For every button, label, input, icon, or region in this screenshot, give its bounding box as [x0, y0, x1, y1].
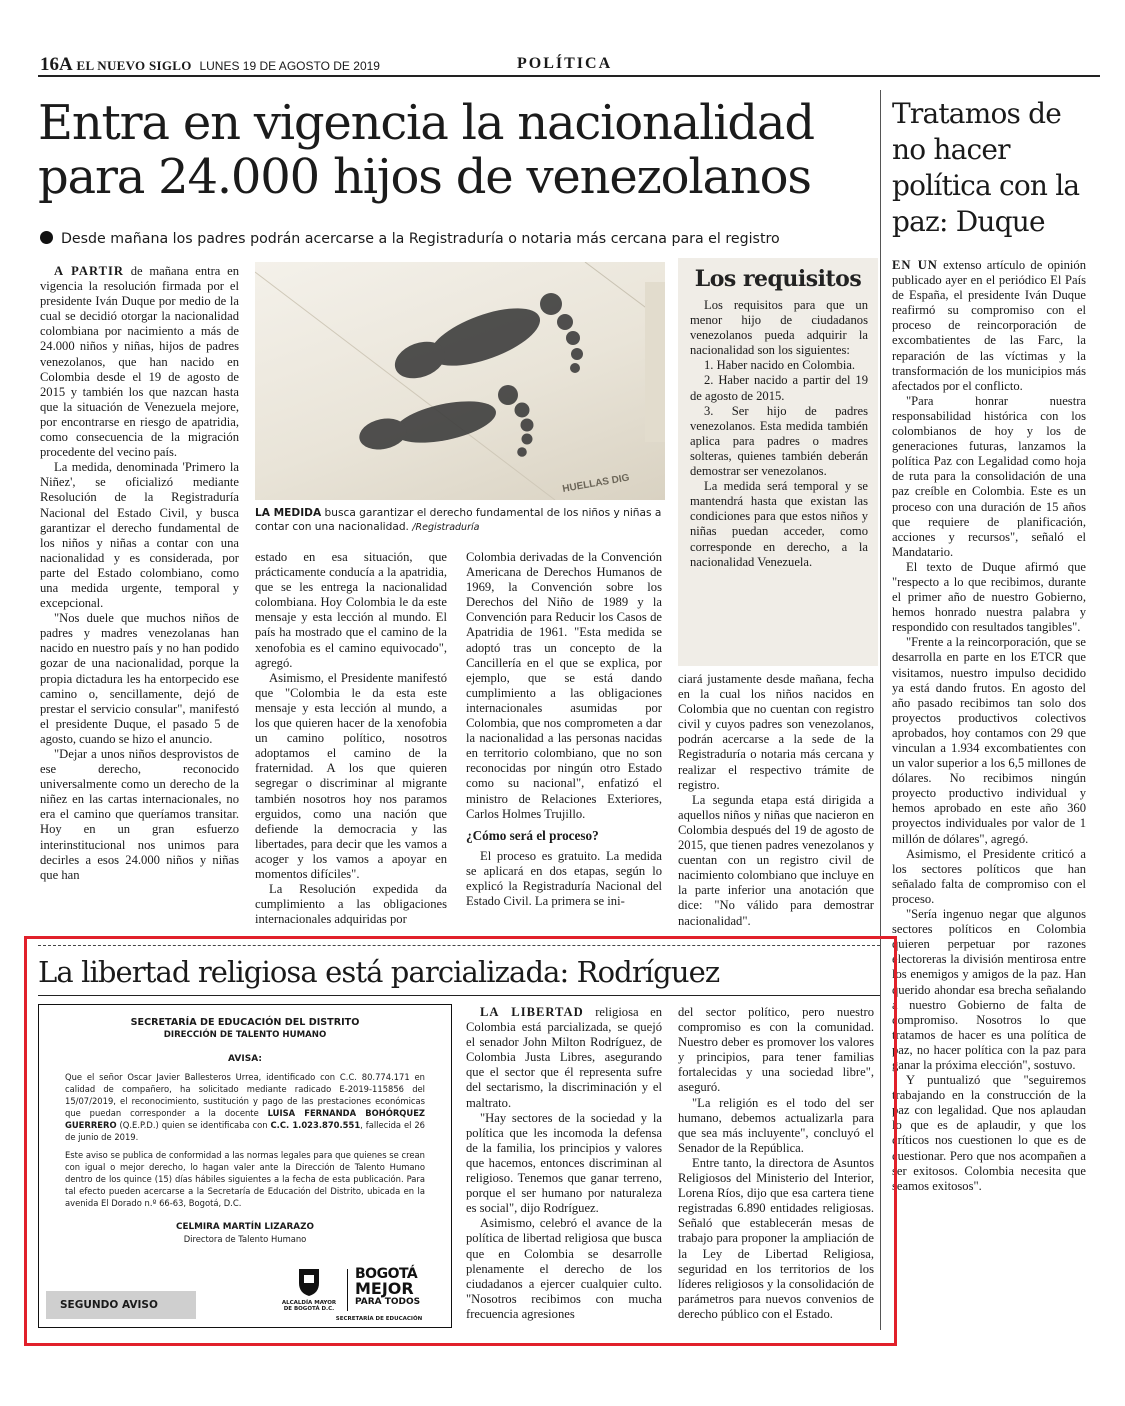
- notice-name: LUISA FERNANDA BOHÓRQUEZ GUERRERO: [65, 1108, 425, 1130]
- photo-caption: [255, 507, 670, 534]
- paragraph: Asimismo, el Presidente criticó a los sectores políticos que han señalado falta de compromiso con el proceso.: [892, 846, 1086, 906]
- religion-headline: La libertad religiosa está parcializada: Rodríguez: [38, 955, 720, 989]
- paragraph: La segunda etapa está dirigida a aquellos niños y niñas que nacieron en Colombia después del 19 de agosto de 2015, que tienen padres venezolanos y cuentan con un registro civil de nacimiento colombiano que incluye en la parte inferior una anotación que dice: "No válido para demostrar nacionalidad".: [678, 792, 874, 928]
- lead-word: LA LIBERTAD: [480, 1005, 584, 1019]
- logo-text: PARA TODOS: [355, 1297, 421, 1307]
- notice-org: SECRETARÍA DE EDUCACIÓN DEL DISTRITO: [130, 1017, 360, 1028]
- page-number: 16A: [40, 54, 73, 75]
- caption-credit: /Registraduría: [412, 521, 480, 533]
- paragraph: Asimismo, celebró el avance de la política de libertad religiosa que busca que en Colombia se desarrolle plenamente el derecho de los ciudadanos a ejercer cualquier culto. "Nosotros recibimos con mucha frecuencia agresiones: [466, 1216, 662, 1321]
- logo-text: ALCALDÍA MAYOR: [281, 1300, 337, 1306]
- footprints-photo: [255, 262, 665, 500]
- paragraph: de mañana entra en vigencia la resolución firmada por el presidente Iván Duque por medio de la cual se decidió otorgar la nacionalidad colombiana por nacimiento a más de 24.000 niños y niñas, hijos de padres venezolanos, que han nacido en Colombia desde el 19 de agosto de 2015 y también los que nazcan hasta que la situación de Venezuela mejore, por encontrarse en riesgo de apatridia, como consecuencia de la migración procedente del vecino país.: [40, 264, 239, 460]
- paragraph: Entre tanto, la directora de Asuntos Religiosos del Ministerio del Interior, Lorena Ríos, dijo que esa cartera tiene registradas 6.890 entidades religiosas. Señaló que establecerán mesas de trabajo para proponer la ampliación de la Ley de Libertad Religiosa, seguridad en los territorios de los líderes religiosos y la consolidación de parámetros para nuevos convenios de derecho público con el Estado.: [678, 1155, 874, 1321]
- logo-text: DE BOGOTÁ D.C.: [283, 1306, 335, 1312]
- masthead: EL NUEVO SIGLO: [76, 58, 192, 73]
- paragraph: Los requisitos para que un menor hijo de ciudadanos venezolanos pueda adquirir la nacionalidad son los siguientes:: [690, 298, 868, 358]
- paragraph: "Dejar a unos niños desprovistos de ese derecho, reconocido universalmente como un derecho de la niñez en las cartas internacionales, no era el camino que queríamos transitar. Hoy en un gran esfuerzo interinstitucional nos unimos para decirles a esos 24.000 niños y niñas que han: [40, 747, 239, 882]
- paragraph: religiosa en Colombia está parcializada, se quejó el senador John Milton Rodríguez, de Colombia Justa Libres, asegurando que el sector que él representa sufre del sectarismo, la discriminación y el maltrato.: [466, 1005, 662, 1110]
- subhead: ¿Cómo será el proceso?: [466, 827, 599, 843]
- paragraph: "Frente a la reincorporación, que se desarrolla en parte en los ETCR que visitamos, nuestro impulso decidido ya está dando frutos. En agosto del año pasado recibimos tan solo dos proyectos productivos colectivos aprobados, hoy contamos con 29 que vinculan a 1.934 excombatientes con un valor superior a los 6,5 millones de dólares. No recibimos ningún proyecto productivo individual y hemos aprobado en este año 360 proyectos individuales por valor de 1 millón de dólares", agregó.: [892, 635, 1086, 846]
- issue-date: LUNES 19 DE AGOSTO DE 2019: [199, 59, 380, 73]
- paragraph: "Hay sectores de la sociedad y la política que les incomoda la defensa de la familia, los principios y valores que hacemos, entonces discriminan al religioso. Tenemos que ganar terreno, porque el ser humano por naturaleza es social", dijo Rodríguez.: [466, 1110, 662, 1216]
- paragraph: extenso artículo de opinión publicado ayer en el periódico El País de España, el presidente Iván Duque reafirmó su compromiso con el proceso de reincorporación de excombatientes de las Farc, la reparación de las víctimas y la transformación de los municipios más afectados por el conflicto.: [892, 258, 1086, 393]
- main-column-4: [678, 672, 874, 936]
- deck-text: Desde mañana los padres podrán acercarse a la Registraduría o notaria más cercana para el registro: [61, 231, 780, 247]
- logo-footer: SECRETARÍA DE EDUCACIÓN: [335, 1316, 423, 1322]
- logo-text: BOGOTÁ: [355, 1266, 418, 1282]
- main-column-3: [466, 550, 662, 936]
- notice-text: , fallecida el 26 de junio de 2019.: [65, 1120, 425, 1142]
- highlight-box: [24, 936, 897, 1346]
- paragraph: El texto de Duque afirmó que "respecto a lo que recibimos, durante el primer año de nuestro Gobierno, hemos honrado nuestra palabra y respondido con resultados tangibles".: [892, 559, 1086, 635]
- notice-dept: DIRECCIÓN DE TALENTO HUMANO: [163, 1030, 327, 1040]
- paragraph: Colombia derivadas de la Convención Americana de Derechos Humanos de 1969, la Convención sobre los Derechos del Niño de 1989 y la Convención para Reducir los Casos de Apatridia de 1961. "Esta medida se adoptó tras un concepto de la Cancillería en el que se explica, por ejemplo, que se está dando cumplimiento a las obligaciones internacionales asumidas por Colombia, que nos comprometen a dar la nacionalidad a las personas nacidas en territorio colombiano, que no son reconocidas por ningún otro Estado como su nacional", enfatizó el ministro de Relaciones Exteriores, Carlos Holmes Trujillo.: [466, 550, 662, 821]
- header-rule: [38, 75, 1100, 77]
- notice-stamp: SEGUNDO AVISO: [46, 1291, 196, 1319]
- paragraph: 1. Haber nacido en Colombia.: [704, 358, 856, 373]
- paragraph: "La religión es el todo del ser humano, debemos actualizarla para que sea más incluyente", concluyó el Senador de la República.: [678, 1095, 874, 1155]
- photo-text: HUELLAS DIG: [561, 472, 631, 495]
- paragraph: "Nos duele que muchos niños de padres y madres venezolanas han nacido en nuestro país y no han podido gozar de una nacionalidad, porque la propia dictadura les ha entorpecido ese camino o, sencillamente, dejó de prestar el servicio consular", manifestó el presidente Duque, el pasado 5 de agosto, cuando se hizo el anuncio.: [40, 611, 239, 746]
- paragraph: La medida, denominada 'Primero la Niñez', se oficializó mediante Resolución de la Registraduría Nacional del Estado Civil, y busca garantizar el derecho fundamental de los niños y niñas a contar con una nacionalidad y es considerada, por parte del Estado colombiano, como una medida urgente, temporal y excepcional.: [40, 460, 239, 611]
- box-title: Los requisitos: [694, 266, 862, 292]
- paragraph: La medida será temporal y se mantendrá hasta que existan las condiciones para que estos niños y niñas puedan acceder, como corresponde en derecho, a la nacionalidad Venezuela.: [690, 479, 868, 569]
- box-body: [690, 298, 868, 570]
- paragraph: Y puntualizó que "seguiremos trabajando en la construcción de la paz con legalidad. Que nos aplaudan lo que es de aplaudir, y que los críticos nos cuestionen lo que es de cuestionar. Pero que nos acompañen a ser exitosos. Colombia necesita que seamos exitosos".: [892, 1073, 1086, 1193]
- paragraph: Asimismo, el Presidente manifestó que "Colombia le da esta este mensaje y esta lección al mundo, a los que quieren hacer de la xenofobia un camino político, nosotros adoptamos el camino de la fraternidad. A los que quieren segregar o discriminar al migrante también nosotros hoy nos paramos erguidos, como una nación que defiende la democracia y las libertades, para decir que les vamos a acoger y los vamos a apoyar en momentos difíciles".: [255, 670, 447, 881]
- notice-text: (Q.E.P.D.) quien se identificaba con: [116, 1120, 271, 1130]
- notice-signer: CELMIRA MARTÍN LIZARAZO: [176, 1222, 314, 1232]
- main-column-2: [255, 550, 447, 936]
- notice-text: Que el señor Oscar Javier Ballesteros Urrea, identificado con C.C. 80.774.171 en calidad de compañero, ha solicitado mediante radicado E-2019-115856 del 15/07/2019, el reconocimiento, sustitución y pago de las prestaciones económicas que puedan corresponder a la docente: [65, 1072, 425, 1118]
- paragraph: El proceso es gratuito. La medida se aplicará en dos etapas, según lo explicó la Registraduría Nacional del Estado Civil. La primera se ini-: [466, 848, 662, 909]
- logo-text: MEJOR: [355, 1279, 414, 1298]
- paragraph: ciará justamente desde mañana, fecha en la cual los niños nacidos en Colombia que no cuentan con registro civil y cuyos padres son venezolanos, podrán acercarse a la sede de la Registraduría o notaria más cercana y realizar el respectivo trámite de registro.: [678, 672, 874, 792]
- lead-word: EN UN: [892, 258, 938, 272]
- main-deck: [40, 231, 870, 247]
- notice-signer-role: Directora de Talento Humano: [183, 1234, 307, 1244]
- paragraph: 2. Haber nacido a partir del 19 de agosto de 2015.: [690, 373, 868, 403]
- notice-paragraph-2: Este aviso se publica de conformidad a las normas legales para que quienes se crean con igual o mejor derecho, lo hagan valer ante la Dirección de Talento Humano dentro de los quince (15) días hábiles siguientes a la fecha de esta publicación. Para tal efecto pueden acercarse a la Secretaría de Educación del Distrito, ubicada en la avenida El Dorado n.º 66-63, Bogotá, D.C.: [65, 1150, 425, 1208]
- main-column-1: [40, 264, 239, 936]
- bullet-icon: [40, 231, 53, 244]
- main-headline: Entra en vigencia la nacionalidad para 24.000 hijos de venezolanos: [38, 95, 814, 205]
- folio-line: [40, 54, 380, 76]
- paragraph: "Sería ingenuo negar que algunos sectores políticos en Colombia quieren perpetuar por razones electoreras la división mentirosa entre los enemigos y amigos de la paz. Han querido ahondar esa brecha señalando a nuestro Gobierno de falta de compromiso. Nosotros lo que tratamos de hacer es una política de paz, no hacer política con la paz para ganar la próxima elección", sostuvo.: [892, 907, 1086, 1072]
- section-label: POLÍTICA: [517, 55, 613, 72]
- paragraph: del sector político, pero nuestro compromiso es con la comunidad. Nuestro deber es promover los valores y principios, para tener familias fortalecidas y una sociedad libre", aseguró.: [678, 1005, 874, 1095]
- footprint-icon: [255, 262, 665, 500]
- caption-lead: LA MEDIDA: [255, 507, 322, 519]
- notice-id: C.C. 1.023.870.551: [270, 1120, 361, 1130]
- caption-text: busca garantizar el derecho fundamental de los niños y niñas a contar con una nacionalidad.: [255, 507, 662, 533]
- notice-title: AVISA:: [228, 1054, 262, 1064]
- paragraph: La Resolución expedida da cumplimiento a las obligaciones internacionales adquiridas por: [255, 882, 447, 927]
- requirements-box: [678, 258, 878, 666]
- right-headline: Tratamos de no hacer política con la paz: Duque: [892, 97, 1080, 238]
- lead-word: A PARTIR: [54, 264, 125, 278]
- paragraph: 3. Ser hijo de padres venezolanos. Esta medida también aplica para padres o madres solteras, quienes también deberán demostrar ser venezolanos.: [690, 403, 868, 479]
- paragraph: estado en esa situación, que prácticamente conducía a la apatridia, que se les entrega la nacionalidad colombiana. Hoy Colombia le da este mensaje y esta lección al mundo. El país ha mostrado que el camino de la xenofobia es el camino equivocado", agregó.: [255, 550, 447, 670]
- right-column: [892, 258, 1086, 1350]
- paragraph: "Para honrar nuestra responsabilidad histórica con los colombianos de hoy y los de generaciones futuras, lanzamos la política Paz con Legalidad como hoja de ruta para la consolidación de una paz creíble en Colombia. Este es un proceso con una duración de 15 años que requiere de planificación, acciones y recursos", señaló el Mandatario.: [892, 393, 1086, 559]
